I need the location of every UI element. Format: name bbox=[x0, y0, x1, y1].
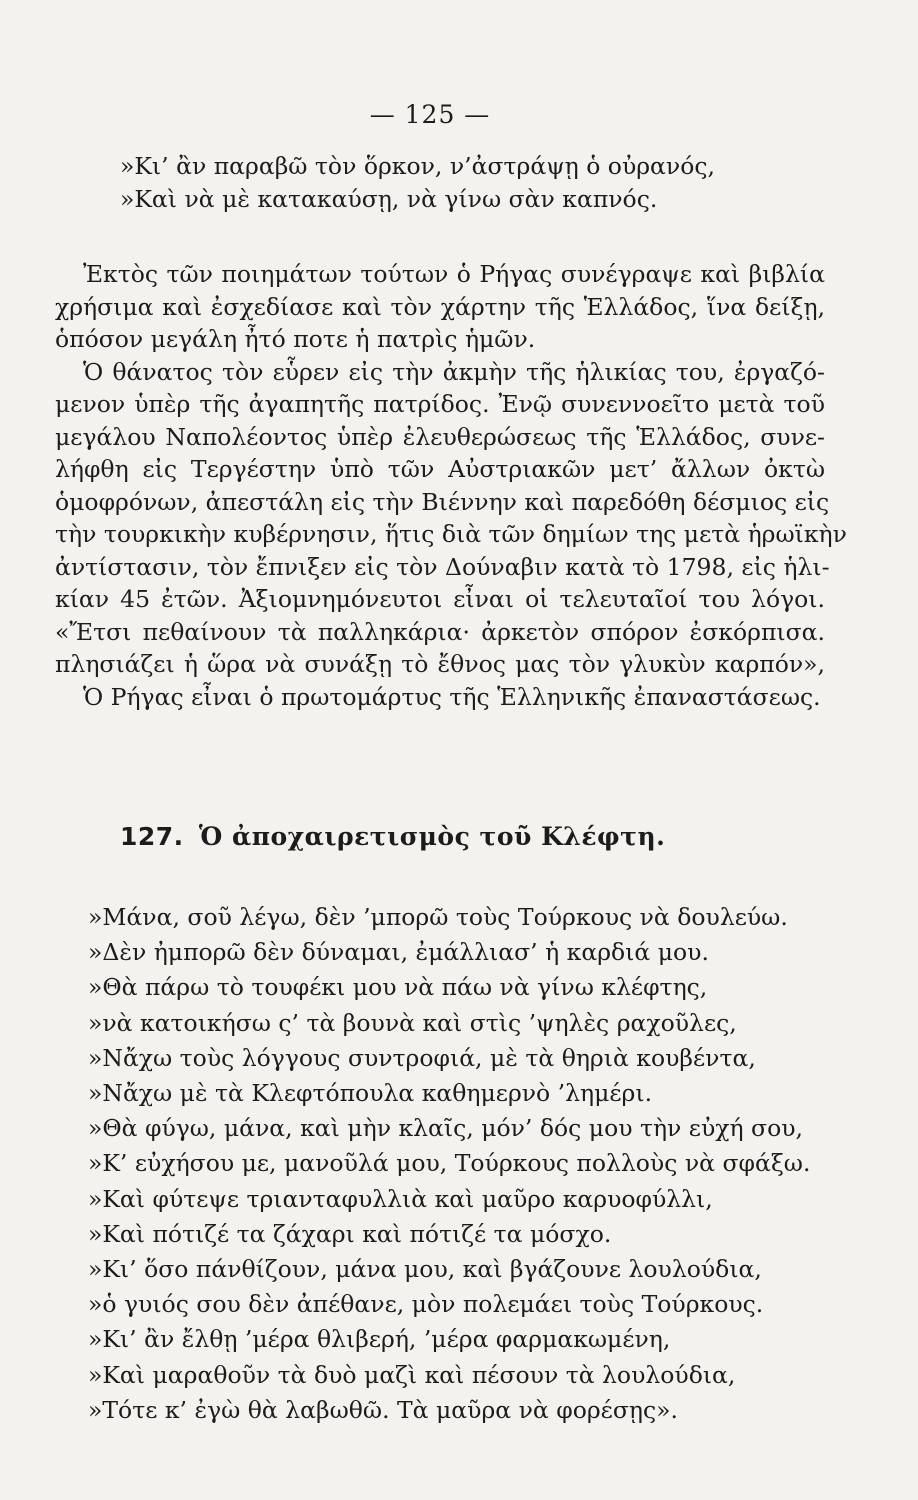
opening-verse bbox=[120, 150, 890, 215]
prose-line: ὁπόσον μεγάλη ἦτό ποτε ἡ πατρὶς ἡμῶν. bbox=[55, 325, 536, 353]
prose-line: ἀντίστασιν, τὸν ἔπνιξεν εἰς τὸν Δούναβιν κατὰ τὸ 1798, εἰς ἡλι- bbox=[55, 552, 830, 581]
prose-paragraphs bbox=[55, 258, 847, 713]
prose-line: Ὁ θάνατος τὸν εὗρεν εἰς τὴν ἀκμὴν τῆς ἡλικίας του, ἐργαζό- bbox=[83, 357, 825, 386]
page-number: — 125 — bbox=[369, 100, 491, 129]
prose-line: χρήσιμα καὶ ἐσχεδίασε καὶ τὸν χάρτην τῆς Ἑλλάδος, ἵνα δείξῃ, bbox=[55, 292, 825, 321]
prose-line: Ἐκτὸς τῶν ποιημάτων τούτων ὁ Ρήγας συνέγραψε καὶ βιβλία bbox=[83, 260, 825, 288]
poem-line: »Δὲν ἠμπορῶ δὲν δύναμαι, ἐμάλλιασ’ ἡ καρδιά μου. bbox=[88, 938, 709, 967]
poem-line: »ὁ γυιός σου δὲν ἀπέθανε, μὸν πολεμάει τοὺς Τούρκους. bbox=[88, 1290, 764, 1319]
prose-line: Ὁ Ρήγας εἶναι ὁ πρωτομάρτυς τῆς Ἑλληνικῆς ἐπαναστάσεως. bbox=[83, 682, 821, 711]
prose-line: ὁμοφρόνων, ἀπεστάλη εἰς τὴν Βιέννην καὶ παρεδόθη δέσμιος εἰς bbox=[55, 487, 830, 516]
prose-line: τὴν τουρκικὴν κυβέρνησιν, ἥτις διὰ τῶν δημίων της μετὰ ἡρωϊκὴν bbox=[55, 520, 847, 548]
verse-line: »Καὶ νὰ μὲ κατακαύσῃ, νὰ γίνω σὰν καπνός. bbox=[120, 184, 658, 213]
poem-line: »Καὶ μαραθοῦν τὰ δυὸ μαζὶ καὶ πέσουν τὰ λουλούδια, bbox=[88, 1360, 736, 1389]
poem-line: »Τότε κ’ ἐγὼ θὰ λαβωθῶ. Τὰ μαῦρα νὰ φορέσῃς». bbox=[88, 1395, 678, 1424]
poem-line: »Καὶ πότιζέ τα ζάχαρι καὶ πότιζέ τα μόσχο. bbox=[88, 1219, 612, 1248]
poem-line: »Μάνα, σοῦ λέγω, δὲν ’μπορῶ τοὺς Τούρκους νὰ δουλεύω. bbox=[88, 903, 788, 931]
poem-line: »Καὶ φύτεψε τριανταφυλλιὰ καὶ μαῦρο καρυοφύλλι, bbox=[88, 1184, 713, 1213]
section-heading bbox=[120, 822, 665, 851]
poem-line: »Κι’ ὅσο πάνθίζουν, μάνα μου, καὶ βγάζουνε λουλούδια, bbox=[88, 1255, 762, 1284]
verse-line: »Κι’ ἂν παραβῶ τὸν ὅρκον, ν’ἀστράψῃ ὁ οὐρανός, bbox=[120, 152, 715, 180]
poem-line: »Νἄχω τοὺς λόγγους συντροφιά, μὲ τὰ θηριὰ κουβέντα, bbox=[88, 1043, 756, 1072]
prose-line: μεγάλου Ναπολέοντος ὑπὲρ ἐλευθερώσεως τῆς Ἑλλάδος, συνε- bbox=[55, 422, 825, 451]
poem-verse bbox=[88, 900, 858, 1428]
prose-line: «Ἔτσι πεθαίνουν τὰ παλληκάρια· ἀρκετὸν σπόρον ἐσκόρπισα. bbox=[55, 617, 825, 646]
section-title: Ὁ ἀποχαιρετισμὸς τοῦ Κλέφτη. bbox=[198, 822, 666, 851]
prose-line: λήφθη εἰς Τεργέστην ὑπὸ τῶν Αὐστριακῶν μετ’ ἄλλων ὀκτὼ bbox=[55, 455, 825, 483]
poem-line: »Νἄχω μὲ τὰ Κλεφτόπουλα καθημερνὸ ’λημέρι. bbox=[88, 1079, 653, 1108]
prose-line: πλησιάζει ἡ ὥρα νὰ συνάξῃ τὸ ἔθνος μας τὸν γλυκὺν καρπόν», bbox=[55, 650, 825, 678]
prose-line: κίαν 45 ἐτῶν. Ἀξιομνημόνευτοι εἶναι οἱ τελευταῖοί του λόγοι. bbox=[55, 585, 825, 613]
poem-line: »Κ’ εὐχήσου με, μανοῦλά μου, Τούρκους πολλοὺς νὰ σφάξω. bbox=[88, 1149, 811, 1178]
poem-line: »Θὰ φύγω, μάνα, καὶ μὴν κλαῖς, μόν’ δός μου τὴν εὐχή σου, bbox=[88, 1114, 804, 1143]
poem-line: »Κι’ ἂν ἔλθῃ ’μέρα θλιβερή, ’μέρα φαρμακωμένη, bbox=[88, 1325, 671, 1354]
poem-line: »νὰ κατοικήσω ς’ τὰ βουνὰ καὶ στὶς ’ψηλὲς ραχοῦλες, bbox=[88, 1008, 737, 1037]
section-number: 127. bbox=[120, 822, 184, 851]
poem-line: »Θὰ πάρω τὸ τουφέκι μου νὰ πάω νὰ γίνω κλέφτης, bbox=[88, 973, 708, 1002]
prose-line: μενον ὑπὲρ τῆς ἀγαπητῆς πατρίδος. Ἐνῷ συνεννοεῖτο μετὰ τοῦ bbox=[55, 390, 825, 418]
